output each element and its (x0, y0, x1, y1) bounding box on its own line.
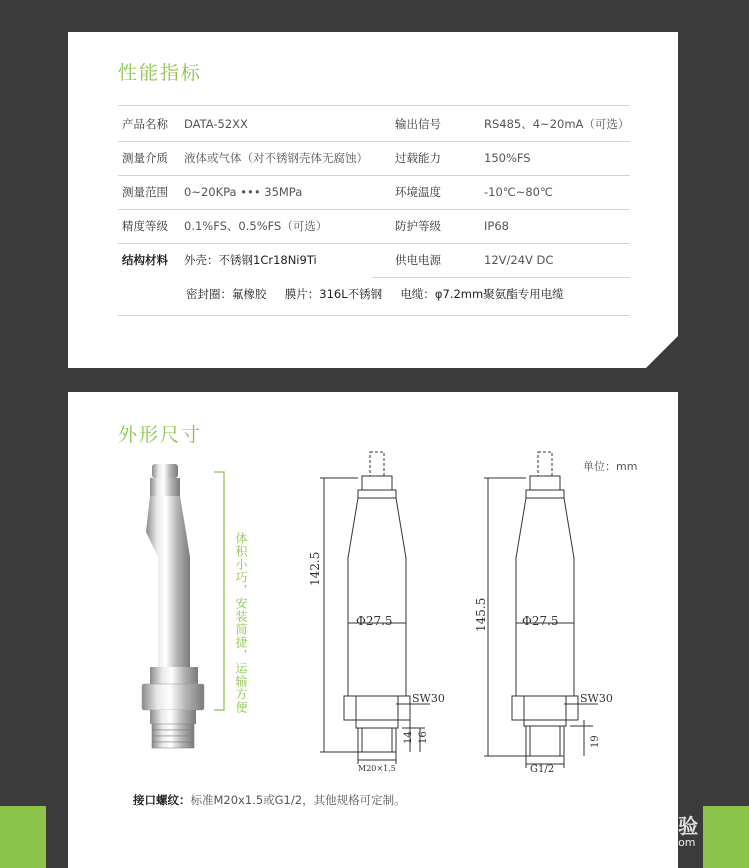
row-divider (118, 105, 630, 106)
spec-label: 产品名称 (122, 117, 168, 131)
spec-value: 0.1%FS、0.5%FS（可选） (184, 219, 328, 233)
drawing-m20 (300, 448, 450, 778)
spec-value: 外壳：不锈钢1Cr18Ni9Ti (184, 253, 317, 267)
feature-vertical-text: 体积小巧，安装简捷，运输方便 (234, 532, 248, 714)
panel-corner-cut (646, 336, 678, 368)
hex-label-1: SW30 (412, 692, 445, 705)
spec-value: DATA-52XX (184, 117, 248, 131)
watermark-logo: Bai du 经验 (580, 814, 699, 838)
spec-row (118, 107, 630, 141)
dim-a-label-2: 19 (590, 735, 601, 748)
thread-label-2: G1/2 (530, 764, 555, 775)
spec-value: IP68 (484, 219, 509, 233)
spec-value: 液体或气体（对不锈钢壳体无腐蚀） (184, 151, 368, 165)
unit-label: 单位：mm (583, 460, 638, 473)
note-label: 接口螺纹： (133, 793, 191, 807)
height-label-2: 145.5 (474, 597, 488, 632)
performance-title: 性能指标 (118, 62, 203, 84)
spec-label: 环境温度 (395, 185, 441, 199)
dim-a-label-1: 14 (403, 731, 414, 744)
spec-value: 150%FS (484, 151, 531, 165)
spec-value: RS485、4~20mA（可选） (484, 117, 630, 131)
spec-label: 精度等级 (122, 219, 168, 233)
spec-label: 过载能力 (395, 151, 441, 165)
diameter-label-1: Φ27.5 (356, 614, 393, 628)
dim-b-label-1: 16 (418, 731, 429, 744)
spec-row (118, 209, 630, 243)
spec-row-extra (118, 277, 630, 311)
spec-value: -10℃~80℃ (484, 185, 553, 199)
thread-label-1: M20×1.5 (358, 764, 396, 773)
spec-row (118, 141, 630, 175)
spec-row (118, 243, 630, 277)
spec-row (118, 175, 630, 209)
row-divider (118, 315, 630, 316)
drawing-g12 (468, 448, 618, 778)
spec-value: 0~20KPa ••• 35MPa (184, 185, 303, 199)
bracket-line (214, 470, 228, 720)
hex-label-2: SW30 (580, 692, 613, 705)
spec-label: 结构材料 (122, 253, 168, 267)
sensor-photo (128, 462, 220, 780)
note-text: 标准M20x1.5或G1/2，其他规格可定制。 (190, 793, 406, 807)
spec-label: 测量范围 (122, 185, 168, 199)
spec-label: 供电电源 (395, 253, 441, 267)
height-label-1: 142.5 (308, 551, 322, 586)
spec-label: 输出信号 (395, 117, 441, 131)
interface-note (133, 792, 406, 808)
spec-value: 12V/24V DC (484, 253, 554, 267)
spec-label: 测量介质 (122, 151, 168, 165)
material-extra: 密封圈：氟橡胶 膜片：316L不锈钢 电缆：φ7.2mm聚氨酯专用电缆 (186, 287, 564, 301)
dimensions-title: 外形尺寸 (118, 424, 203, 446)
watermark-url: jingyan.baidu.com (594, 836, 696, 849)
diameter-label-2: Φ27.5 (522, 614, 559, 628)
spec-label: 防护等级 (395, 219, 441, 233)
